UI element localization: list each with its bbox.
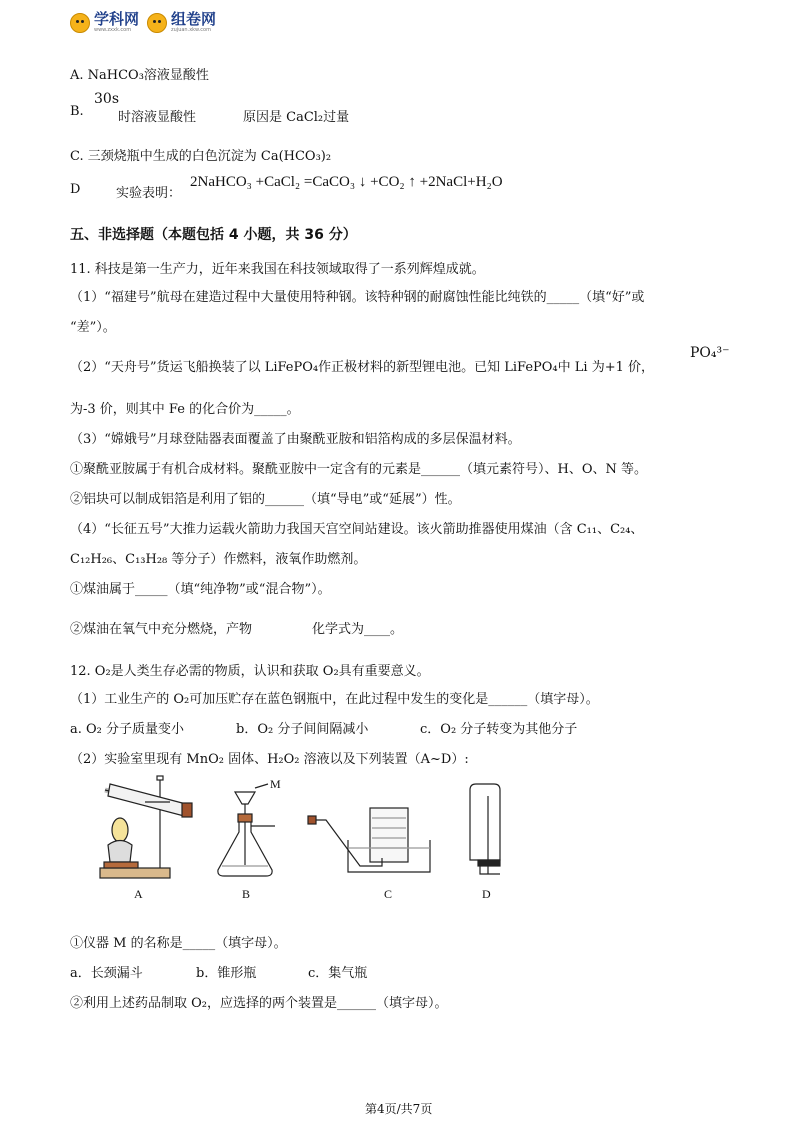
zujuan-logo [147,12,216,33]
smiley-icon [70,13,90,33]
q12-option-b: b．O₂ 分子间间隔减小 [236,722,369,737]
q11-part1-line1: （1）“福建号”航母在建造过程中大量使用特种钢。该特种钢的耐腐蚀性能比纯铁的_____（填“好”或 [70,290,645,305]
q11-part4-line2: C₁₂H₂₆、C₁₃H₂₈ 等分子）作燃料，液氧作助燃剂。 [70,552,367,567]
brand1-url: www.zxxk.com [94,27,132,33]
option-d-equation: 2NaHCO₃ +CaCl₂ =CaCO₃ ↓ +CO₂ ↑ +2NaCl+H₂O [190,174,503,190]
q11-part4-sub1: ①煤油属于_____（填“纯净物”或“混合物”）。 [70,582,331,597]
option-b-label: B. [70,104,84,119]
q11-part4-sub2a: ②煤油在氧气中充分燃烧，产物 [70,622,253,637]
q11-part1-line2: “差”）。 [70,320,116,335]
option-c: C. 三颈烧瓶中生成的白色沉淀为 Ca(HCO₃)₂ [70,149,332,164]
q12-sub1-option-c: c．集气瓶 [308,966,368,981]
option-d-text: 实验表明： [116,186,182,201]
option-a: A. NaHCO₃溶液显酸性 [70,68,209,83]
apparatus-d-diagram [470,784,500,874]
q11-part3-sub1: ①聚酰亚胺属于有机合成材料。聚酰亚胺中一定含有的元素是______（填元素符号）、H、O、N 等。 [70,462,648,477]
label-c: C [384,887,393,901]
zxxk-logo [70,12,139,33]
brand1-title: 学科网 [94,10,140,28]
q11-part2-line1: （2）“天舟号”货运飞船换装了以 LiFePO₄作正极材料的新型锂电池。已知 LiFePO₄中 Li 为+1 价， [70,360,654,375]
label-b: B [242,887,251,901]
q12-option-a: a. O₂ 分子质量变小 [70,722,185,737]
q12-sub1-option-a: a．长颈漏斗 [70,966,143,981]
q11-part3-line1: （3）“嫦娥号”月球登陆器表面覆盖了由聚酰亚胺和铝箔构成的多层保温材料。 [70,432,521,447]
label-a: A [134,887,143,901]
phosphate-formula: PO₄³⁻ [690,345,730,361]
section-title: 五、非选择题（本题包括 4 小题，共 36 分） [70,227,357,243]
option-d-label: D [70,182,81,197]
q11-part3-sub2: ②铝块可以制成铝箔是利用了铝的______（填“导电”或“延展”）性。 [70,492,461,507]
q12-option-c: c．O₂ 分子转变为其他分子 [420,722,578,737]
smiley-icon [147,13,167,33]
q12-part2: （2）实验室里现有 MnO₂ 固体、H₂O₂ 溶液以及下列装置（A~D）: [70,752,469,767]
q12-stem: 12. O₂是人类生存必需的物质，认识和获取 O₂具有重要意义。 [70,664,430,679]
q12-sub1: ①仪器 M 的名称是_____（填字母）。 [70,936,287,951]
label-m: M [270,777,281,791]
q12-part1: （1）工业生产的 O₂可加压贮存在蓝色钢瓶中，在此过程中发生的变化是______（填字母）。 [70,692,599,707]
header-logos [70,12,216,33]
label-d: D [482,887,491,901]
option-b-text: 时溶液显酸性 [118,110,197,125]
brand2-title: 组卷网 [171,10,217,28]
q11-part2-line2: 为-3 价，则其中 Fe 的化合价为_____。 [70,402,300,417]
q11-part4-sub2b: 化学式为____。 [312,622,404,637]
q12-sub2: ②利用上述药品制取 O₂，应选择的两个装置是______（填字母）。 [70,996,448,1011]
apparatus-b-diagram [218,784,275,876]
brand2-url: zujuan.xkw.com [171,27,211,33]
q12-sub1-option-b: b．锥形瓶 [196,966,257,981]
q11-stem: 11. 科技是第一生产力，近年来我国在科技领域取得了一系列辉煌成就。 [70,262,485,277]
apparatus-c-diagram [308,808,430,872]
page-footer: 第4页/共7页 [365,1102,433,1116]
apparatus-a-diagram [100,776,192,878]
option-b-time: 30s [94,91,119,107]
option-b-reason: 原因是 CaCl₂过量 [243,110,350,125]
q11-part4-line1: （4）“长征五号”大推力运载火箭助力我国天宫空间站建设。该火箭助推器使用煤油（含 C₁₁、C₂₄、 [70,522,644,537]
apparatus-figure [90,770,530,910]
